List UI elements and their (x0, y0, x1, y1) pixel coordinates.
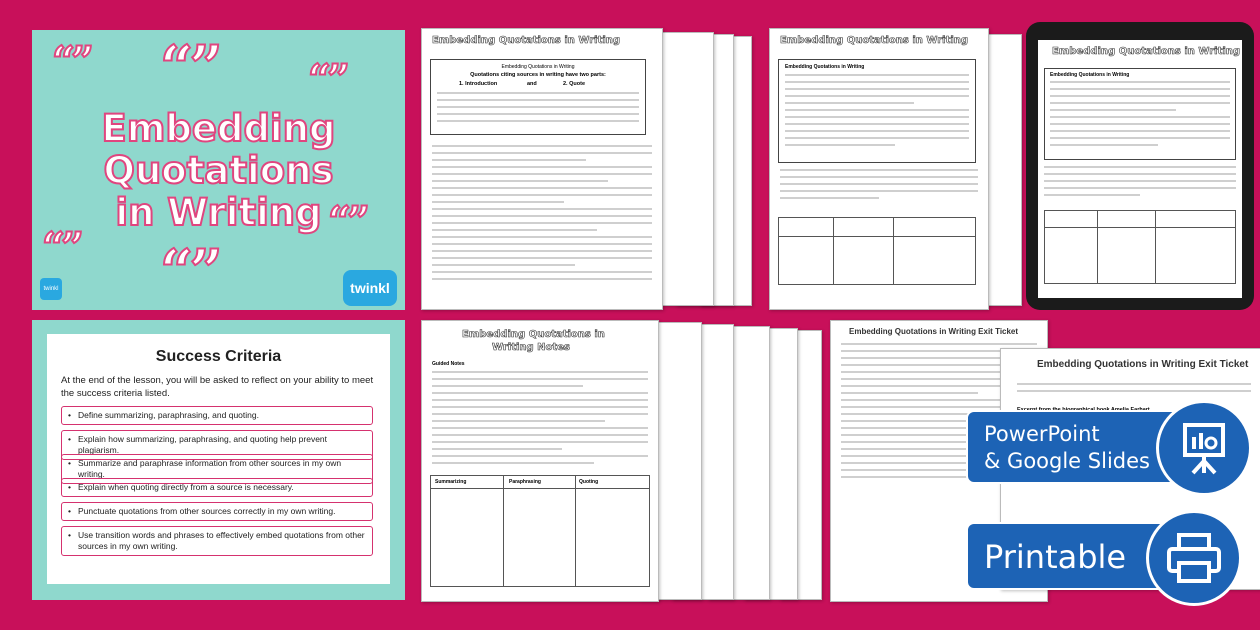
box-heading: Embedding Quotations in Writing (501, 64, 575, 70)
part-two: 2. Quote (563, 81, 586, 87)
box-lead: Quotations citing sources in writing have two parts: (470, 72, 606, 78)
printer-icon (1146, 510, 1242, 606)
tablet-table (1044, 210, 1236, 284)
success-criteria-title: Success Criteria (155, 348, 282, 365)
quote-marks-icon: “” (160, 237, 219, 305)
criteria-item: • Define summarizing, paraphrasing, and quoting. (61, 406, 373, 425)
notes-page-front (421, 320, 659, 602)
printable-label: Printable (984, 538, 1127, 576)
box-heading: Embedding Quotations in Writing (1050, 72, 1130, 78)
part-one: 1. Introduction (459, 81, 498, 87)
part-and: and (527, 81, 537, 87)
quote-marks-icon: “” (308, 56, 347, 103)
notes-section-heading: Guided Notes (432, 361, 465, 367)
criteria-item: • Explain how summarizing, paraphrasing, and quoting help prevent plagiarism. (61, 430, 373, 460)
quote-marks-icon: “” (52, 38, 91, 85)
intro-box (430, 59, 646, 135)
column-paraphrasing: Paraphrasing (509, 479, 541, 485)
worksheet-title: Embedding Quotations in Writing (780, 35, 969, 46)
exit-ticket-title: Embedding Quotations in Writing Exit Ticket (1037, 359, 1249, 370)
tablet-worksheet-title: Embedding Quotations in Writing (1052, 46, 1241, 57)
presentation-icon (1156, 400, 1252, 496)
quote-marks-icon: “” (160, 33, 219, 101)
exit-ticket-title: Embedding Quotations in Writing Exit Ticket (849, 327, 1019, 336)
title-slide (32, 30, 405, 310)
worksheet-table (778, 217, 976, 285)
badge-line-1: PowerPoint (984, 422, 1100, 446)
success-criteria-card (47, 334, 390, 584)
column-quoting: Quoting (579, 479, 599, 485)
quote-marks-icon: “” (328, 198, 367, 245)
slide-title-line-1: Embedding (101, 107, 336, 150)
success-criteria-slide (32, 320, 405, 600)
worksheet-page-front (769, 28, 989, 310)
tablet-device (1026, 22, 1254, 310)
slide-title-line-2: Quotations (103, 149, 334, 192)
notes-title-line-1: Embedding Quotations in (462, 329, 605, 340)
box-heading: Embedding Quotations in Writing (785, 64, 865, 70)
tablet-info-box (1044, 68, 1236, 160)
worksheet-page-front (421, 28, 663, 310)
criteria-item: • Punctuate quotations from other sources correctly in my own writing. (61, 502, 373, 521)
twinkl-small-logo: twinkl (40, 278, 62, 300)
criteria-item: • Summarize and paraphrase information from other sources in my own writing. (61, 454, 373, 484)
criteria-item: • Use transition words and phrases to effectively embed quotations from other sources in my own writing. (61, 526, 373, 556)
criteria-item: • Explain when quoting directly from a source is necessary. (61, 478, 373, 497)
slide-title-line-3: in Writing (115, 191, 322, 234)
info-box (778, 59, 976, 163)
column-summarizing: Summarizing (435, 479, 467, 485)
success-criteria-intro: At the end of the lesson, you will be asked to reflect on your ability to meet the success criteria listed. (61, 375, 374, 399)
badge-line-2: & Google Slides (984, 449, 1150, 473)
quote-marks-icon: “” (42, 224, 81, 271)
notes-title-line-2: Writing Notes (492, 342, 570, 353)
twinkl-logo: twinkl (343, 270, 397, 306)
worksheet-title: Embedding Quotations in Writing (432, 35, 621, 46)
notes-table (430, 475, 650, 587)
tablet-screen (1038, 40, 1242, 298)
